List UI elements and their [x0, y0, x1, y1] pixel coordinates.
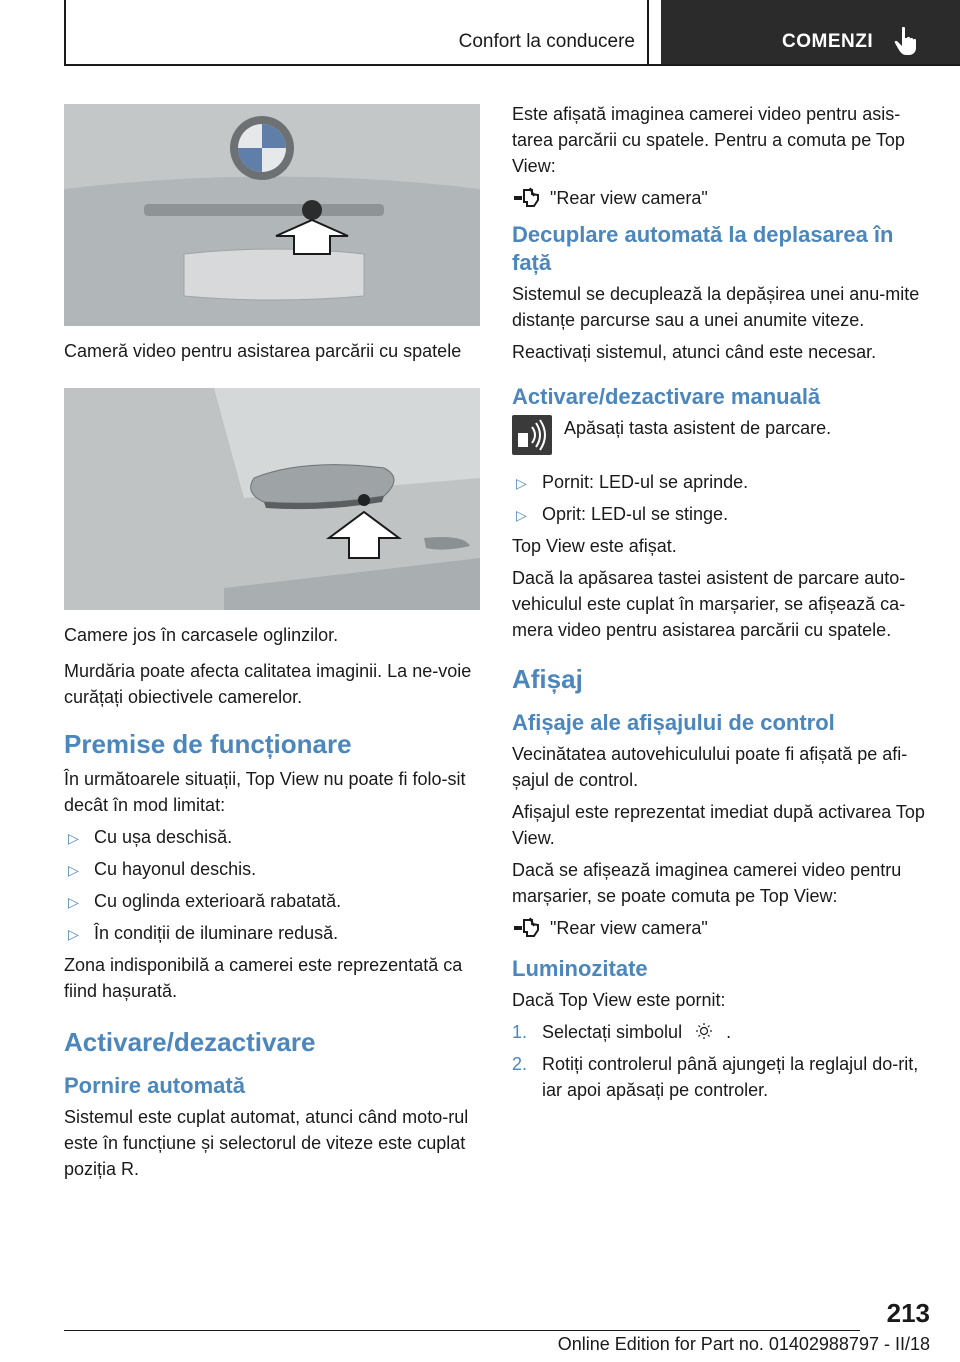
auto-off-text2: Reactivați sistemul, atunci când este necesar. [512, 342, 877, 362]
display-heading: Afișaj [512, 664, 583, 694]
page-number: 213 [886, 1298, 930, 1328]
photo1-caption: Cameră video pentru asistarea parcării cu spatele [64, 341, 462, 361]
right-column [512, 101, 930, 1109]
premise-intro: În următoarele situații, Top View nu poate fi folo-sit decât în mod limitat: [64, 769, 466, 815]
premise-heading: Premise de funcționare [64, 729, 352, 759]
left-column [64, 104, 482, 1188]
brightness-heading: Luminozitate [512, 956, 648, 981]
triangle-right-icon: ▷ [68, 894, 79, 910]
list-item: ▷ În condiții de iluminare redusă. [64, 920, 482, 946]
brightness-text: Dacă Top View este pornit: [512, 990, 726, 1010]
park-assist-button-text: Apăsați tasta asistent de parcare. [564, 418, 832, 438]
manual-text1: Top View este afișat. [512, 536, 677, 556]
list-item: ▷ Cu hayonul deschis. [64, 856, 482, 882]
triangle-right-icon: ▷ [68, 862, 79, 878]
auto-start-heading: Pornire automată [64, 1073, 245, 1098]
manual-heading: Activare/dezactivare manuală [512, 384, 821, 409]
photo2-caption: Camere jos în carcasele oglinzilor. [64, 625, 339, 645]
camera-cleaning-note: Murdăria poate afecta calitatea imaginii. La ne-voie curățați obiectivele camerelor. [64, 661, 472, 707]
triangle-right-icon: ▷ [516, 507, 527, 523]
hand-pointer-icon [893, 26, 921, 56]
menu-path-rear-view-2: "Rear view camera" [512, 915, 930, 941]
premise-list [64, 824, 482, 946]
premise-after: Zona indisponibilă a camerei este reprezentată ca fiind hașurată. [64, 955, 463, 1001]
header-rule [64, 64, 960, 66]
brightness-steps [512, 1019, 930, 1103]
triangle-right-icon: ▷ [68, 830, 79, 846]
auto-start-text: Sistemul este cuplat automat, atunci când moto-rul este în funcțiune și selectorul de viteze este cuplat poziția R. [64, 1107, 469, 1179]
list-item: ▷ Oprit: LED-ul se stinge. [512, 501, 930, 527]
list-item: ▷ Cu ușa deschisă. [64, 824, 482, 850]
auto-off-heading: Decuplare automată la deplasarea în față [512, 222, 894, 275]
manual-list [512, 469, 930, 527]
activation-heading: Activare/dezactivare [64, 1027, 316, 1057]
triangle-right-icon: ▷ [68, 926, 79, 942]
header-chapter-title: COMENZI [782, 31, 874, 52]
sun-icon [691, 1022, 717, 1040]
right-intro: Este afișată imaginea camerei video pentru asis-tarea parcării cu spatele. Pentru a comuta pe Top View: [512, 104, 905, 176]
manual-text2: Dacă la apăsarea tastei asistent de parcare auto-vehiculul este cuplat în marșarier, se afișează ca-mera video pentru asistarea parcării cu spatele. [512, 568, 906, 640]
park-assist-button-icon [512, 415, 552, 455]
list-item: ▷ Cu oglinda exterioară rabatată. [64, 888, 482, 914]
control-display-text1: Vecinătatea autovehiculului poate fi afișată pe afi-șajul de control. [512, 744, 908, 790]
footer-edition: Online Edition for Part no. 01402988797 - II/18 [557, 1334, 930, 1354]
control-display-text3: Dacă se afișează imaginea camerei video pentru marșarier, se poate comuta pe Top View: [512, 860, 902, 906]
list-item: 2. Rotiți controlerul până ajungeți la reglajul do-rit, iar apoi apăsați pe controler. [512, 1054, 919, 1100]
park-assist-button-row [512, 415, 930, 455]
control-display-text2: Afișajul este reprezentat imediat după activarea Top View. [512, 802, 925, 848]
list-item: ▷ Pornit: LED-ul se aprinde. [512, 469, 930, 495]
mirror-camera-photo [64, 388, 480, 610]
list-item: 1. Selectați simbolul . [512, 1022, 732, 1042]
auto-off-text1: Sistemul se decuplează la depășirea unei anu-mite distanțe parcurse sau a unei anumite viteze. [512, 284, 920, 330]
triangle-right-icon: ▷ [516, 475, 527, 491]
rear-camera-photo [64, 104, 480, 326]
controller-touch-icon [512, 186, 542, 210]
controller-touch-icon [512, 916, 542, 940]
menu-path-rear-view-1: "Rear view camera" [512, 185, 930, 211]
control-display-heading: Afișaje ale afișajului de control [512, 710, 835, 735]
header-divider-right [647, 0, 649, 66]
footer-rule [64, 1330, 860, 1331]
header-section-title: Confort la conducere [458, 31, 635, 52]
